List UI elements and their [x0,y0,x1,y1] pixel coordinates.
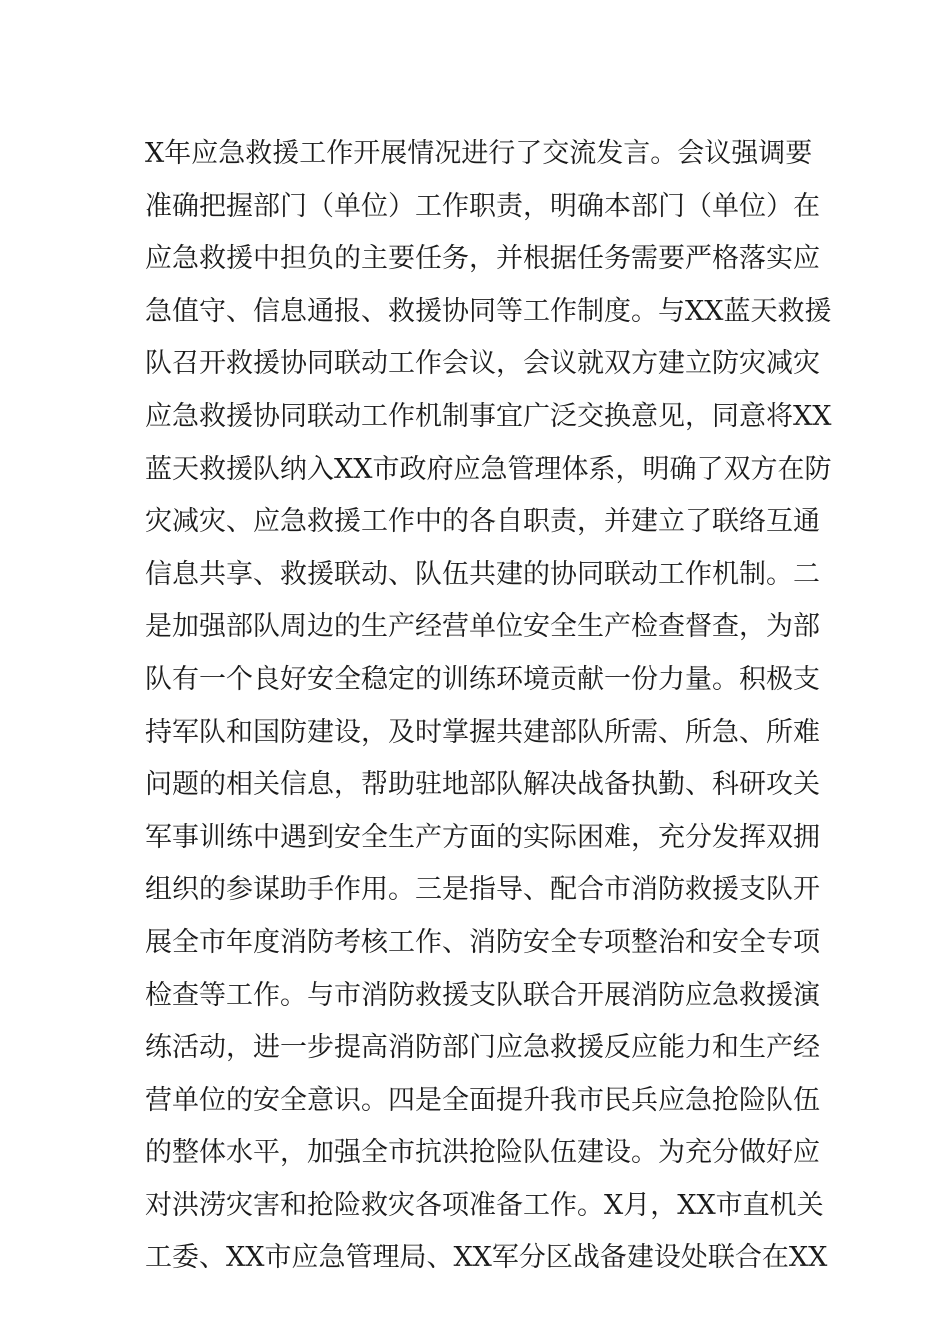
body-text [145,128,832,1285]
text-line: 军事训练中遇到安全生产方面的实际困难，充分发挥双拥 [145,821,820,853]
text-line: 蓝天救援队纳入XX市政府应急管理体系，明确了双方在防 [145,453,832,485]
text-line: 应急救援中担负的主要任务，并根据任务需要严格落实应 [145,243,820,275]
text-line: 组织的参谋助手作用。三是指导、配合市消防救援支队开 [145,874,820,906]
text-line: 的整体水平，加强全市抗洪抢险队伍建设。为充分做好应 [145,1137,820,1169]
text-line: 持军队和国防建设，及时掌握共建部队所需、所急、所难 [145,716,820,748]
text-line: 练活动，进一步提高消防部门应急救援反应能力和生产经 [145,1032,820,1064]
text-line: 灾减灾、应急救援工作中的各自职责，并建立了联络互通 [145,506,820,538]
text-line: 队有一个良好安全稳定的训练环境贡献一份力量。积极支 [145,663,820,695]
text-line: 是加强部队周边的生产经营单位安全生产检查督查，为部 [145,611,820,643]
text-line: 应急救援协同联动工作机制事宜广泛交换意见，同意将XX [145,400,832,432]
text-line: 准确把握部门（单位）工作职责，明确本部门（单位）在 [145,190,820,222]
text-line: X年应急救援工作开展情况进行了交流发言。会议强调要 [145,138,813,169]
text-line: 问题的相关信息，帮助驻地部队解决战备执勤、科研攻关 [145,769,820,801]
text-line: 对洪涝灾害和抢险救灾各项准备工作。X月，XX市直机关 [145,1189,824,1221]
text-line: 队召开救援协同联动工作会议，会议就双方建立防灾减灾 [145,348,820,380]
text-line: 检查等工作。与市消防救援支队联合开展消防应急救援演 [145,979,820,1011]
text-line: 营单位的安全意识。四是全面提升我市民兵应急抢险队伍 [145,1084,820,1116]
text-line: 急值守、信息通报、救援协同等工作制度。与XX蓝天救援 [145,295,832,327]
text-line: 信息共享、救援联动、队伍共建的协同联动工作机制。二 [145,558,820,590]
text-line: 工委、XX市应急管理局、XX军分区战备建设处联合在XX [145,1242,828,1274]
text-line: 展全市年度消防考核工作、消防安全专项整治和安全专项 [145,926,820,958]
